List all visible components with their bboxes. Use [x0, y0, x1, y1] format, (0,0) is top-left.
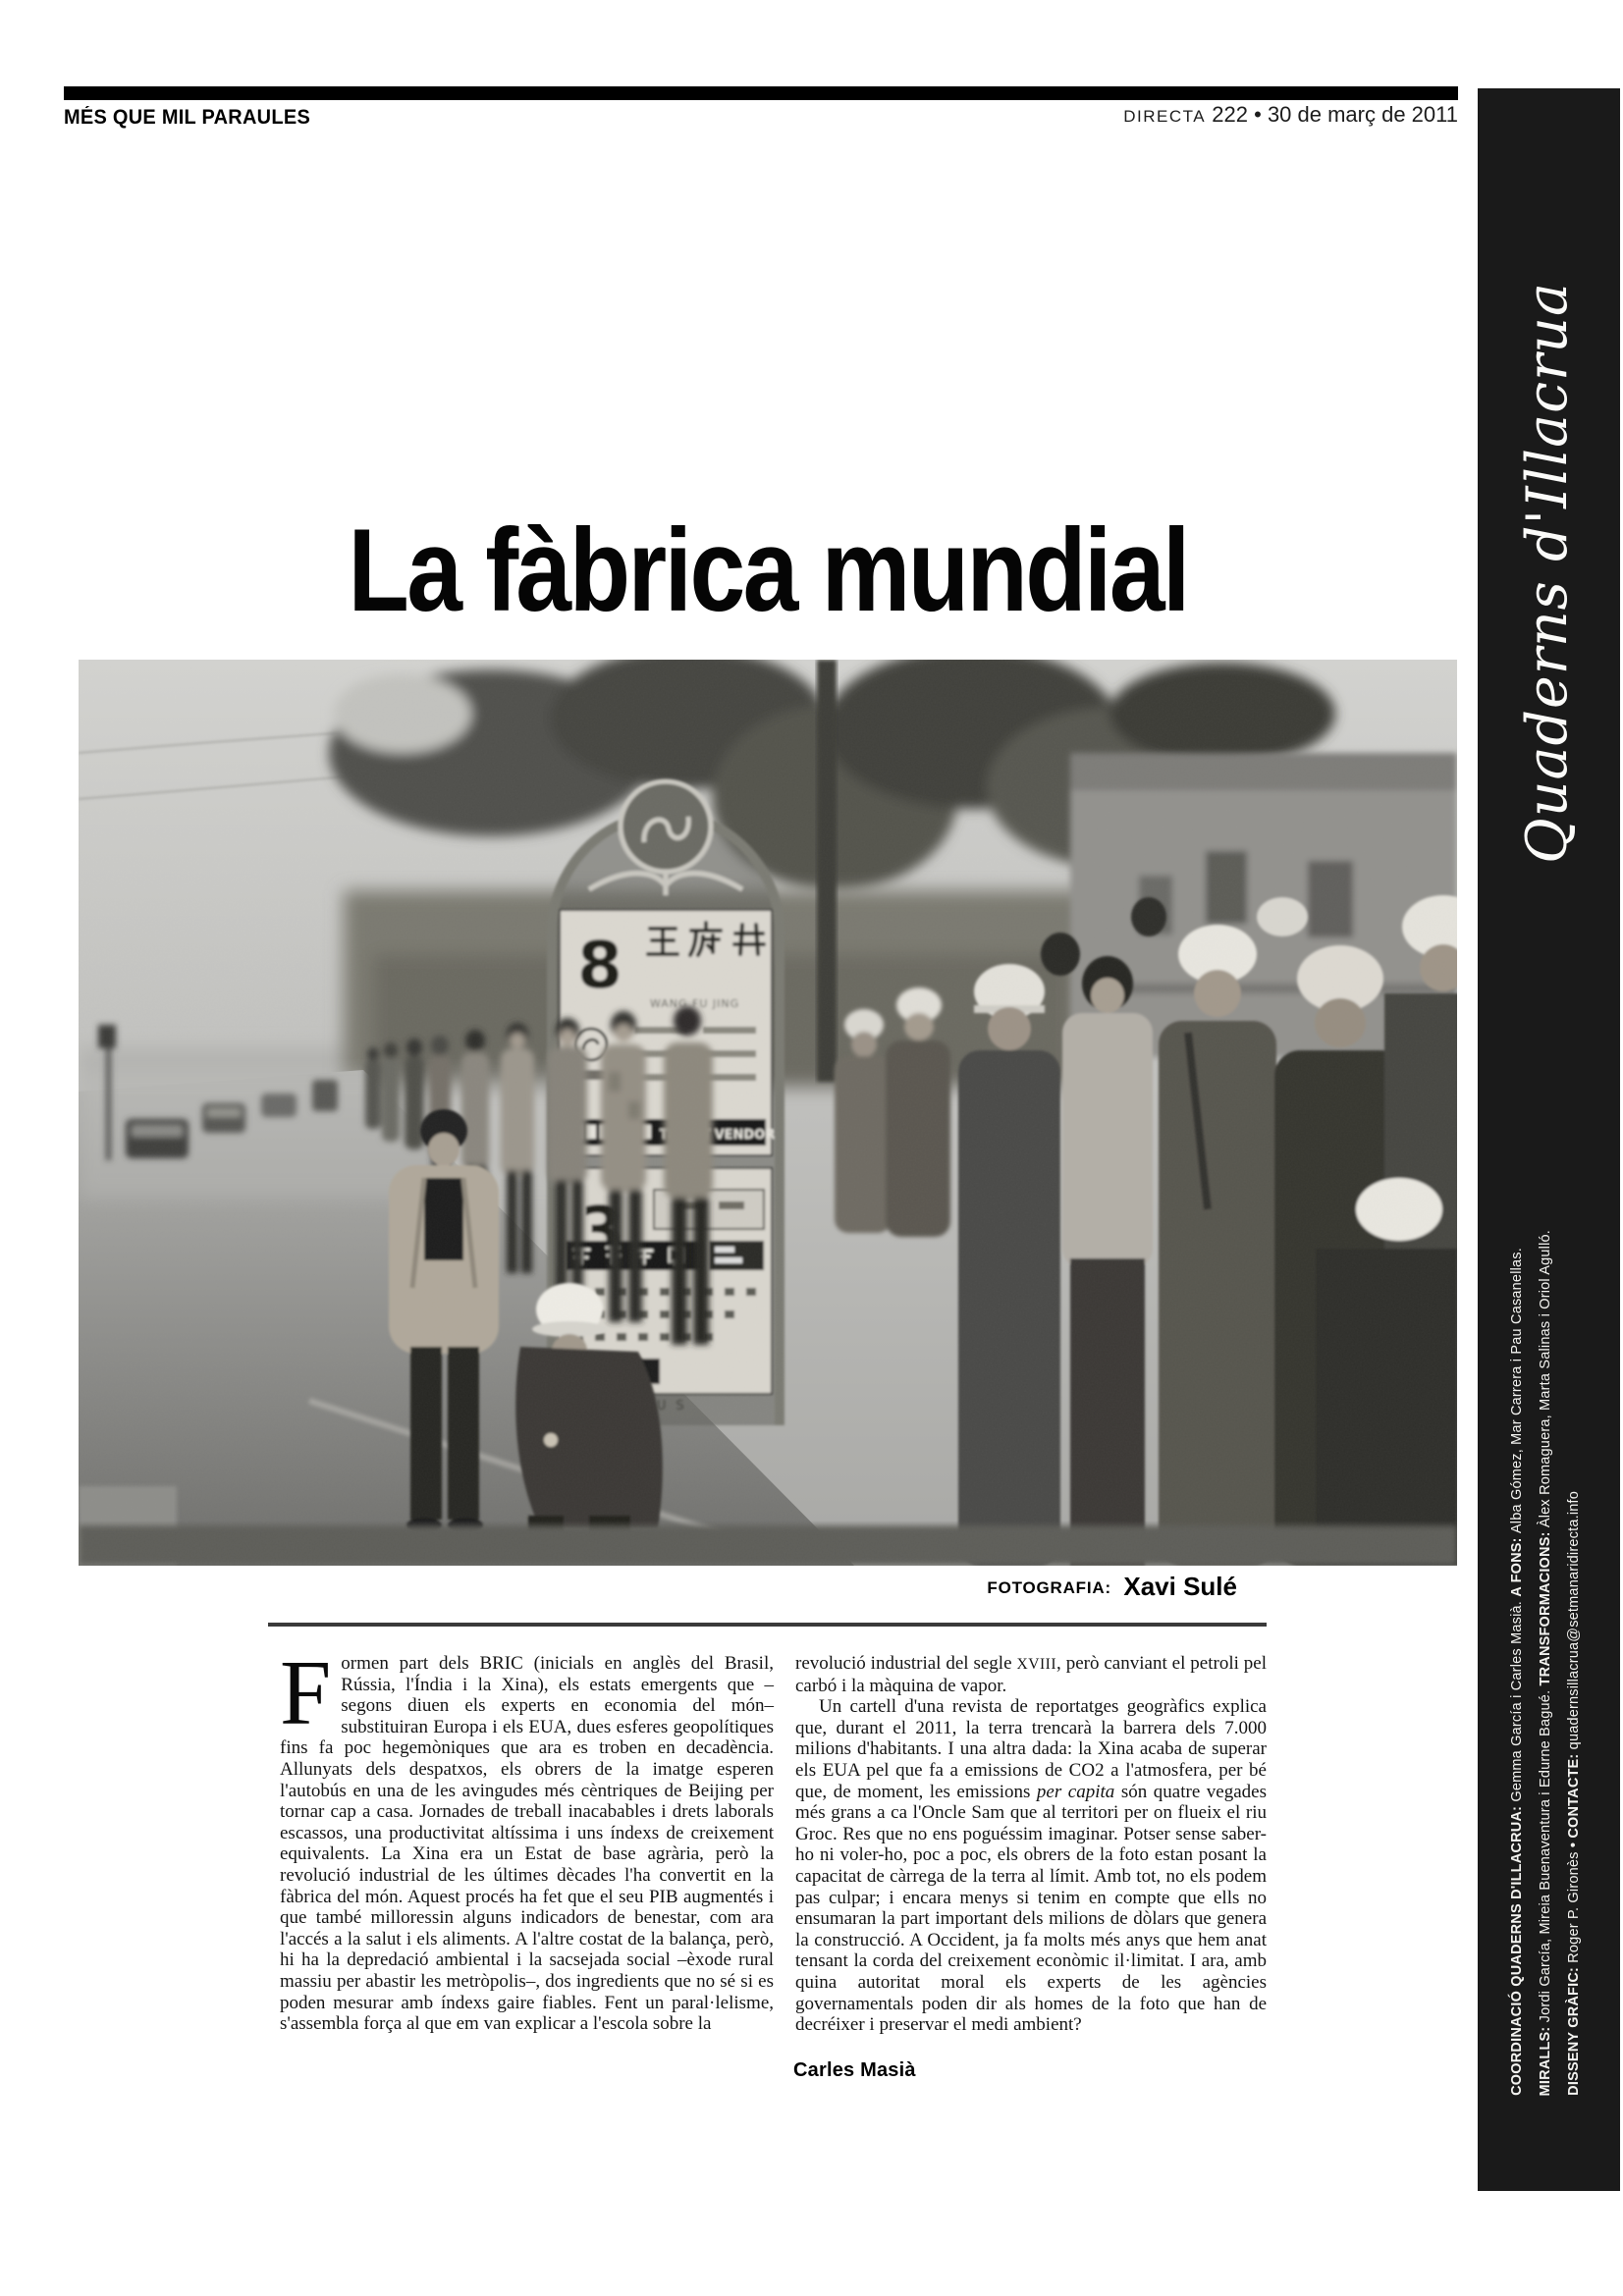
sidebar — [1478, 88, 1620, 2191]
top-rule — [64, 86, 1458, 100]
issue-number: 222 — [1212, 102, 1248, 127]
credit-segment: Àlex Romaguera, Marta Salinas i Oriol Agulló. — [1538, 1229, 1553, 1527]
publication-name: DIRECTA — [1123, 107, 1207, 126]
credits-line — [1566, 1491, 1582, 2096]
credit-segment: COORDINACIÓ QUADERNS D'ILLACRUA: — [1509, 1801, 1525, 2096]
credit-segment: Alba Gómez, Mar Carrera i Pau Casanellas. — [1509, 1248, 1525, 1534]
photo-credit — [79, 1572, 1237, 1602]
sidebar-masthead: Quaderns d'Illacrua — [1515, 282, 1580, 864]
text-segment: , però canviant el petroli pel carbó i la màquina de vapor. — [795, 1653, 1268, 1696]
credit-segment: Gemma García i Carles Masià. — [1509, 1596, 1525, 1802]
credit-segment: Roger P. Gironès — [1566, 1847, 1582, 1963]
column-rule — [268, 1623, 1267, 1627]
issue-date: 30 de març de 2011 — [1267, 102, 1458, 127]
issue-dateline — [1123, 102, 1458, 128]
body-paragraph — [795, 1653, 1267, 1696]
photo-credit-label: FOTOGRAFIA: — [987, 1578, 1111, 1597]
text-segment: Un cartell d'una revista de reportatges geogràfics explica que, durant el 2011, la terra trencarà la barrera dels 7.000 milions d'habitants. I una altra dada: la Xina acaba de superar els EUA pel que fa a emissions de CO2 a l'atmosfera, per bé que, de moment, les emissions — [795, 1696, 1267, 1802]
article-column-left — [280, 1642, 774, 2036]
photo-credit-name: Xavi Sulé — [1123, 1572, 1237, 1601]
text-segment: ormen part dels BRIC (inicials en anglès del Brasil, Rússia, l'Índia i la Xina), els estats emergents que –segons diuen els experts en economia del món– substituiran Europa i els EUA, dues esferes geopolítiques fins fa poc hegemòniques que ara es troben en decadència. Allunyats dels despatxos, els obrers de la imatge esperen l'autobús en una de les avingudes més cèntriques de Beijing per tornar cap a casa. Jornades de treball inacabables i drets laborals escassos, una productivitat altíssima i uns índexs de creixement equivalents. La Xina era un Estat de base agrària, però la revolució industrial de les últimes dècades l'ha convertit en la fàbrica del món. Aquest procés ha fet que el seu PIB augmentés i que també milloressin alguns indicadors de benestar, com ara l'accés a la salut i els aliments. A l'altre costat de la balança, però, hi ha la depredació ambiental i la sacsejada social –èxode rural massiu per abastir les metròpolis–, dos ingredients que no sé si es poden mesurar amb índexs gaire fiables. Fent un paral·lelisme, s'assembla força al que em van explicar a l'escola sobre la — [280, 1653, 774, 2035]
film-grain — [79, 660, 1457, 1566]
drop-cap: F — [280, 1642, 332, 1744]
text-segment: revolució industrial del segle — [795, 1653, 1017, 1674]
text-segment: per capita — [1036, 1781, 1115, 1802]
article-body — [280, 1642, 1268, 2036]
dot-separator: • — [1254, 102, 1262, 127]
body-paragraph — [280, 1642, 774, 2035]
credits-line — [1509, 1248, 1525, 2096]
page-title: La fàbrica mundial — [348, 505, 1188, 636]
author-byline: Carles Masià — [793, 2059, 916, 2081]
section-label: MÉS QUE MIL PARAULES — [64, 106, 311, 129]
photo-illustration — [79, 660, 1457, 1566]
credit-segment: • CONTACTE: — [1566, 1749, 1582, 1848]
body-paragraph — [795, 1696, 1267, 2036]
credit-segment: TRANSFORMACIONS: — [1538, 1526, 1553, 1686]
photograph — [79, 660, 1457, 1566]
credit-segment: DISSENY GRÀFIC: — [1566, 1962, 1582, 2096]
text-segment: XVIII — [1016, 1656, 1057, 1673]
credit-segment: quadernsillacrua@setmanaridirecta.info — [1566, 1491, 1582, 1750]
article-column-right — [795, 1653, 1267, 2036]
credit-segment: Jordi García, Mireia Buenaventura i Edurne Bagué. — [1538, 1685, 1553, 2022]
credit-segment: MIRALLS: — [1538, 2021, 1553, 2096]
credit-segment: A FONS: — [1509, 1533, 1525, 1597]
text-segment: són quatre vegades més grans a ca l'Oncle Sam que al territori per on flueix el riu Groc. Res que no ens poguéssim imaginar. Potser sense saber-ho ni voler-ho, poc a poc, els obrers de la foto estan posant la capacitat de càrrega de la terra al límit. Amb tot, no els podem pas culpar; i encara menys si tenim en compte que ells no ensumaran la part important dels milions de dòlars que genera la construcció. A Occident, ja fa molts més anys que hem anat tensant la corda del creixement econòmic il·limitat. I ara, amb quina autoritat moral els experts de les agències governamentals poden dir als homes de la foto que han de decréixer i preservar el medi ambient? — [795, 1781, 1267, 2036]
credits-line — [1538, 1230, 1553, 2096]
